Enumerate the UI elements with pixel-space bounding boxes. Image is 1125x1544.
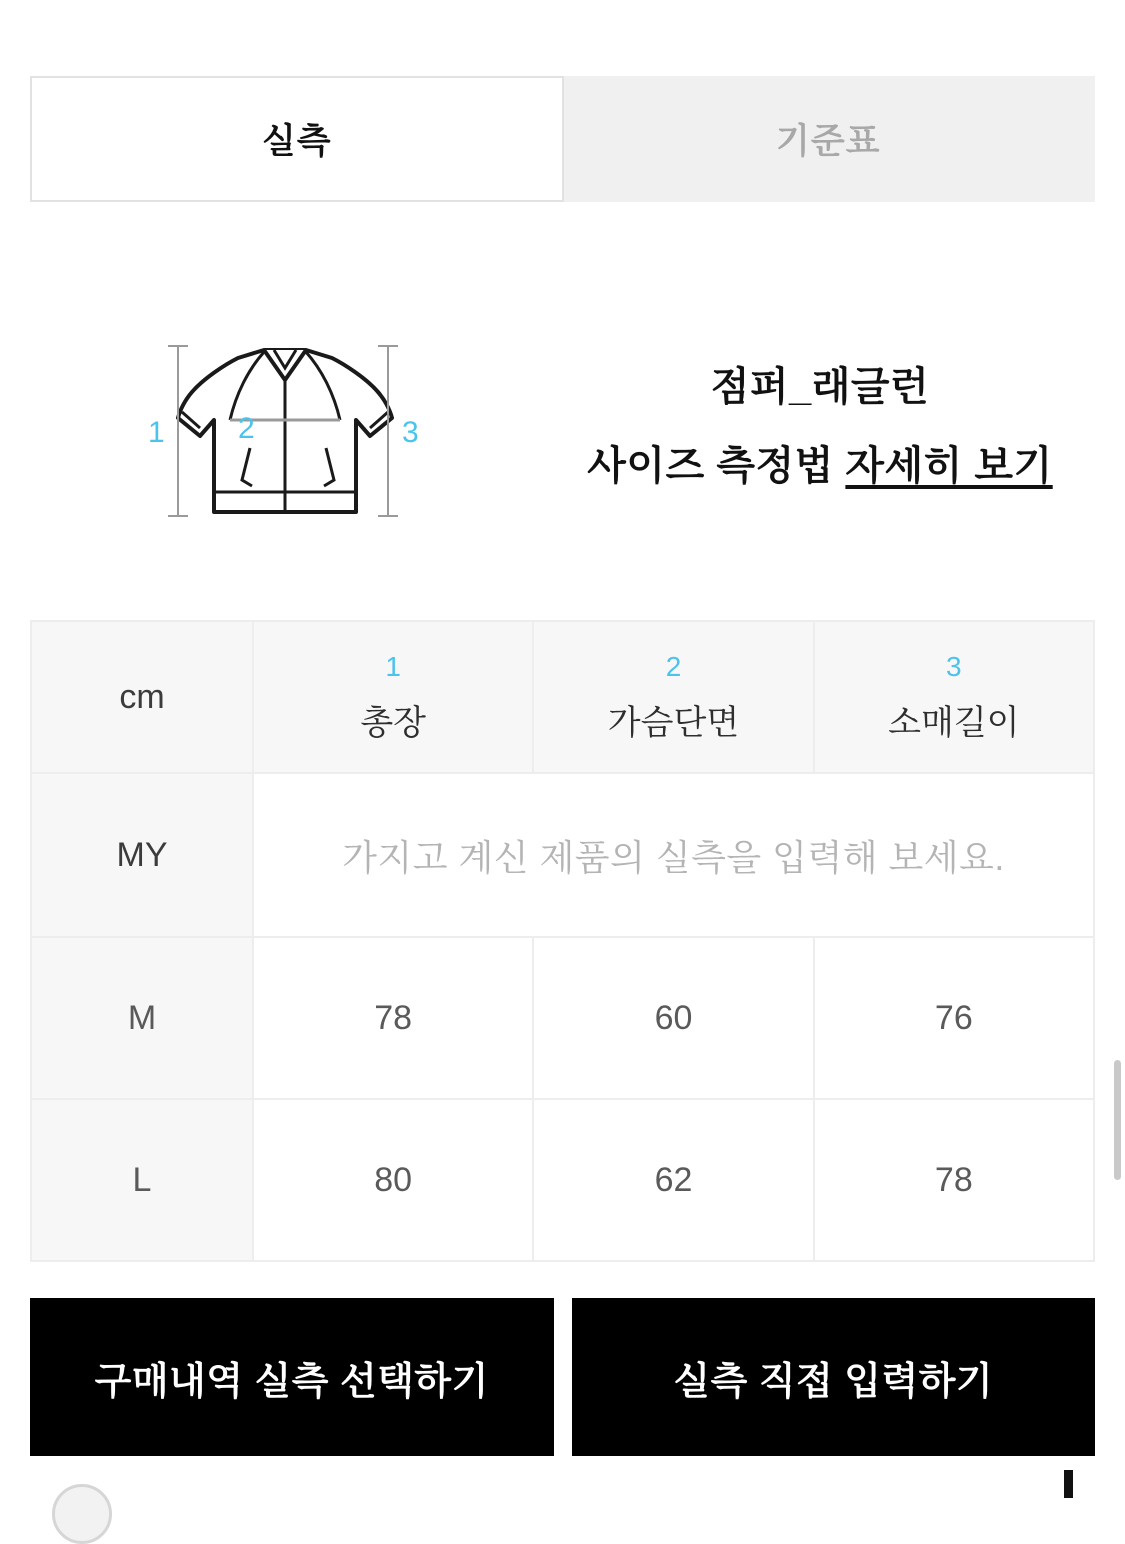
column-name-1: 총장 — [360, 703, 427, 742]
table-header-row — [31, 621, 1094, 773]
column-number-1: 1 — [385, 650, 401, 682]
cell-m-total-length: 78 — [253, 937, 533, 1099]
size-label-m: M — [31, 937, 253, 1099]
action-button-row — [30, 1298, 1095, 1456]
cell-m-sleeve: 76 — [814, 937, 1094, 1099]
tab-actual-measurement[interactable] — [30, 76, 564, 202]
raglan-jumper-measure-diagram-icon — [130, 320, 460, 550]
cell-l-sleeve: 78 — [814, 1099, 1094, 1261]
product-measure-info — [30, 300, 1095, 590]
tab-standard-chart-label: 기준표 — [776, 122, 881, 161]
column-header-total-length — [253, 621, 533, 773]
measure-guide-prefix: 사이즈 측정법 — [587, 444, 846, 488]
page-scrollbar[interactable] — [1114, 1060, 1121, 1180]
cell-l-total-length: 80 — [253, 1099, 533, 1261]
product-type-label: 점퍼_래글런 — [710, 365, 930, 409]
svg-text:2: 2 — [238, 412, 255, 445]
column-header-sleeve — [814, 621, 1094, 773]
measure-guide-title — [540, 355, 1100, 491]
table-row — [31, 1099, 1094, 1261]
size-label-l: L — [31, 1099, 253, 1261]
tab-standard-chart[interactable] — [564, 76, 1096, 202]
column-number-3: 3 — [946, 650, 962, 682]
measure-guide-line — [540, 434, 1100, 491]
select-from-purchase-history-button[interactable]: 구매내역 실측 선택하기 — [30, 1298, 554, 1456]
svg-text:1: 1 — [148, 416, 165, 449]
column-name-3: 소매길이 — [888, 703, 1020, 742]
column-header-chest — [533, 621, 813, 773]
column-number-2: 2 — [665, 650, 682, 682]
column-name-2: 가슴단면 — [607, 703, 740, 742]
my-measurement-input[interactable] — [253, 773, 1094, 937]
bottom-edge — [0, 1476, 1125, 1498]
size-table — [30, 620, 1095, 1262]
cell-m-chest: 60 — [533, 937, 813, 1099]
measurement-tabs — [30, 76, 1095, 202]
home-indicator — [1064, 1470, 1073, 1498]
my-measurement-row[interactable] — [31, 773, 1094, 937]
table-row — [31, 937, 1094, 1099]
tab-actual-measurement-label: 실측 — [261, 122, 332, 161]
enter-measurement-manually-button[interactable]: 실측 직접 입력하기 — [572, 1298, 1096, 1456]
avatar — [52, 1484, 112, 1544]
svg-text:3: 3 — [402, 416, 419, 449]
my-measurement-placeholder: 가지고 계신 제품의 실측을 입력해 보세요. — [342, 836, 1005, 878]
unit-cell: cm — [31, 621, 253, 773]
measure-guide-detail-link[interactable]: 자세히 보기 — [845, 444, 1053, 488]
my-row-label: MY — [31, 773, 253, 937]
cell-l-chest: 62 — [533, 1099, 813, 1261]
